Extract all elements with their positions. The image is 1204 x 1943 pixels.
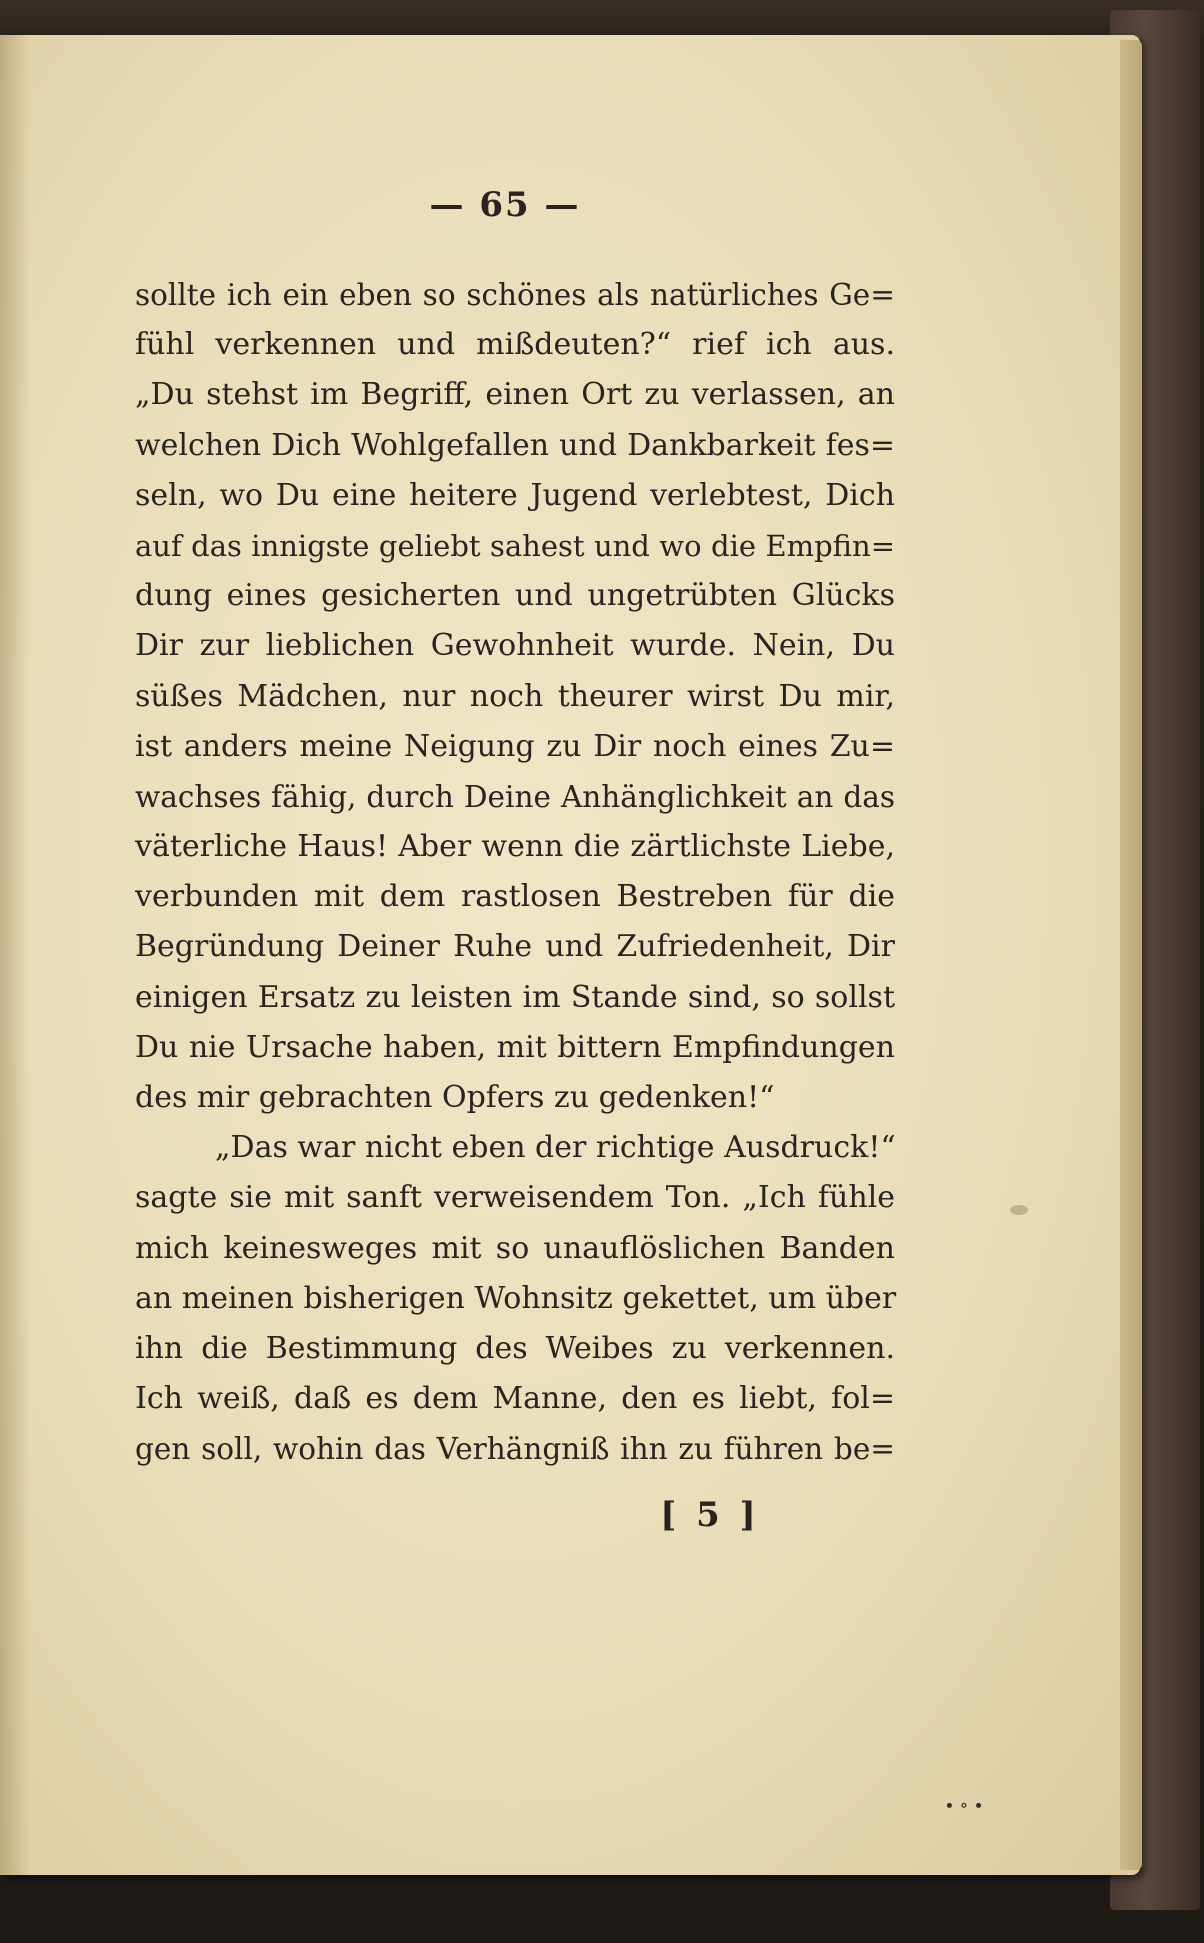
text-line: fühl verkennen und mißdeuten?“ rief ich aus. bbox=[135, 327, 895, 363]
text-line: Ich weiß, daß es dem Manne, den es liebt, fol= bbox=[135, 1381, 895, 1417]
text-line: dung eines gesicherten und ungetrübten Glücks bbox=[135, 578, 895, 614]
text-line: ihn die Bestimmung des Weibes zu verkennen. bbox=[135, 1330, 895, 1366]
text-line: auf das innigste geliebt sahest und wo die Empfin= bbox=[135, 528, 895, 563]
text-line: verbunden mit dem rastlosen Bestreben für die bbox=[135, 879, 895, 915]
text-line: sollte ich ein eben so schönes als natürliches Ge= bbox=[135, 278, 895, 312]
page-edge bbox=[1120, 40, 1142, 1870]
paper-specks: ∙ ∘ ∙ bbox=[945, 1795, 983, 1816]
text-line: mich keinesweges mit so unauflöslichen Banden bbox=[135, 1230, 895, 1266]
signature-mark: [ 5 ] bbox=[660, 1495, 760, 1535]
text-line: „Das war nicht eben der richtige Ausdruck!“ bbox=[215, 1130, 896, 1166]
page-number-header: — 65 — bbox=[429, 185, 581, 225]
text-line: süßes Mädchen, nur noch theurer wirst Du mir, bbox=[135, 678, 895, 714]
text-line: an meinen bisherigen Wohnsitz gekettet, um über bbox=[135, 1280, 897, 1316]
text-line: sagte sie mit sanft verweisendem Ton. „Ich fühle bbox=[135, 1180, 895, 1216]
text-line: „Du stehst im Begriff, einen Ort zu verlassen, an bbox=[135, 377, 895, 413]
text-line: einigen Ersatz zu leisten im Stande sind, so sollst bbox=[135, 979, 895, 1015]
text-line: welchen Dich Wohlgefallen und Dankbarkeit fes= bbox=[135, 427, 895, 463]
text-line: gen soll, wohin das Verhängniß ihn zu führen be= bbox=[135, 1432, 895, 1467]
paper-stain bbox=[1010, 1205, 1028, 1215]
page-gutter-shadow bbox=[0, 35, 30, 1875]
book-cover-top bbox=[0, 0, 1204, 40]
text-line: des mir gebrachten Opfers zu gedenken!“ bbox=[135, 1080, 775, 1115]
text-line: Begründung Deiner Ruhe und Zufriedenheit, Dir bbox=[135, 929, 895, 965]
text-line: ist anders meine Neigung zu Dir noch eines Zu= bbox=[135, 728, 895, 764]
text-line: Dir zur lieblichen Gewohnheit wurde. Nein, Du bbox=[135, 628, 895, 664]
text-line: Du nie Ursache haben, mit bittern Empfindungen bbox=[135, 1029, 895, 1065]
text-line: wachses fähig, durch Deine Anhänglichkeit an das bbox=[135, 779, 895, 814]
body-text bbox=[135, 270, 895, 1475]
text-line: seln, wo Du eine heitere Jugend verlebtest, Dich bbox=[135, 477, 895, 513]
text-line: väterliche Haus! Aber wenn die zärtlichste Liebe, bbox=[135, 829, 895, 865]
